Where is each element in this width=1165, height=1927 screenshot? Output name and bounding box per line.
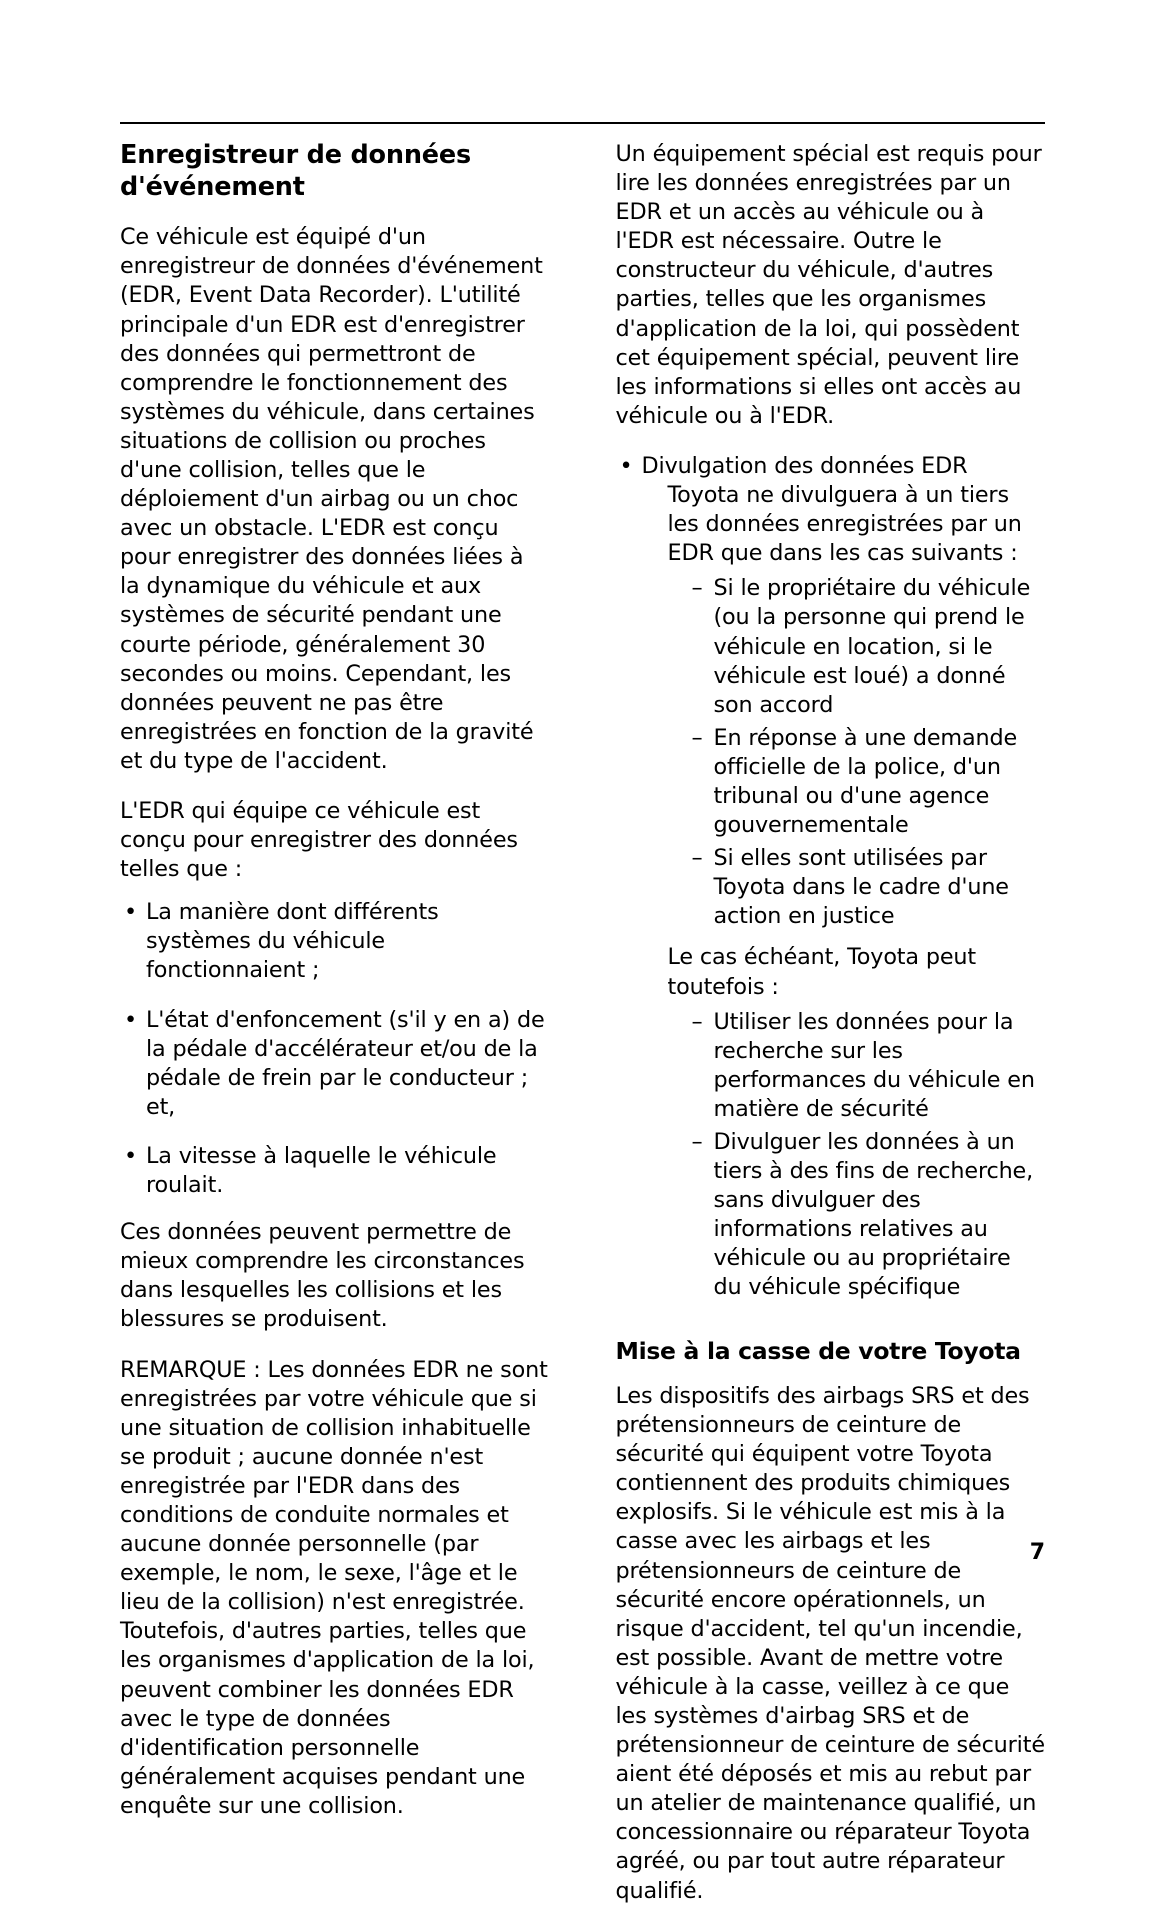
list-item-label: L'état d'enfoncement (s'il y en a) de la pédale d'accélérateur et/ou de la pédale de frein par le conducteur ; et, (146, 1006, 545, 1120)
bullet-icon: • (619, 452, 633, 479)
dash-icon: – (691, 575, 703, 602)
paragraph-edr-overview: Ce véhicule est équipé d'un enregistreur de données d'événement (EDR, Event Data Recorder). L'utilité principale d'un EDR est d'enregistrer des données qui permettront de comprendre le fonctionnement des systèmes du véhicule, dans certaines situations de collision ou proches d'une collision, telles que le déploiement d'un airbag ou un choc avec un obstacle. L'EDR est conçu pour enregistrer des données liées à la dynamique du véhicule et aux systèmes de sécurité pendant une courte période, généralement 30 secondes ou moins. Cependant, les données peuvent ne pas être enregistrées en fonction de la gravité et du type de l'accident. (120, 224, 543, 774)
dash-icon: – (691, 1008, 703, 1035)
page-title: Enregistreur de données d'événement (120, 140, 471, 202)
list-item (692, 1128, 1046, 1303)
list-item-label: Divulguer les données à un tiers à des fins de recherche, sans divulguer des informations relatives au véhicule ou au propriétaire du véhicule spécifique (713, 1129, 1034, 1301)
paragraph-data-usefulness: Ces données peuvent permettre de mieux comprendre les circonstances dans lesquelles les collisions et les blessures se produisent. (120, 1219, 525, 1333)
list-item (692, 574, 1046, 719)
edr-data-list (120, 898, 550, 1200)
page-number: 7 (1029, 1540, 1045, 1565)
header-rule (120, 122, 1045, 124)
paragraph-disclosure-intro-2: Le cas échéant, Toyota peut toutefois : (667, 944, 976, 1000)
bullet-icon: • (124, 1142, 138, 1169)
dash-icon: – (691, 845, 703, 872)
bullet-icon: • (124, 899, 138, 926)
section-title-scrapping: Mise à la casse de votre Toyota (615, 1336, 1021, 1365)
disclosure-list (616, 452, 1046, 1303)
list-item-label: Utiliser les données pour la recherche sur les performances du véhicule en matière de sécurité (713, 1008, 1035, 1122)
list-item (616, 452, 1046, 1303)
list-item (120, 1142, 550, 1200)
list-item (120, 898, 550, 985)
paragraph-special-equipment: Un équipement spécial est requis pour lire les données enregistrées par un EDR et un accès au véhicule ou à l'EDR est nécessaire. Outre le constructeur du véhicule, d'autres parties, telles que les organismes d'application de la loi, qui possèdent cet équipement spécial, peuvent lire les informations si elles ont accès au véhicule ou à l'EDR. (615, 141, 1042, 429)
list-item-label: La manière dont différents systèmes du véhicule fonctionnaient ; (146, 899, 439, 984)
disclosure-body (642, 481, 1046, 1303)
paragraph-disclosure-intro: Toyota ne divulguera à un tiers les données enregistrées par un EDR que dans les cas suivants : (667, 482, 1022, 567)
dash-icon: – (691, 724, 703, 751)
page-columns (120, 140, 1045, 1927)
list-item-label: En réponse à une demande officielle de la police, d'un tribunal ou d'une agence gouvernementale (713, 724, 1018, 839)
list-item-label: Si le propriétaire du véhicule (ou la personne qui prend le véhicule en location, si le véhicule est loué) a donné son accord (713, 575, 1031, 718)
list-item (692, 1008, 1046, 1124)
right-column (616, 140, 1046, 1927)
dash-icon: – (691, 1129, 703, 1155)
paragraph-remark: REMARQUE : Les données EDR ne sont enregistrées par votre véhicule que si une situation de collision inhabituelle se produit ; aucune donnée n'est enregistrée par l'EDR dans des conditions de conduite normales et aucune donnée personnelle (par exemple, le nom, le sexe, l'âge et le lieu de la collision) n'est enregistrée. Toutefois, d'autres parties, telles que les organismes d'application de la loi, peuvent combiner les données EDR avec le type de données d'identification personnelle généralement acquises pendant une enquête sur une collision. (120, 1356, 548, 1819)
bullet-icon: • (124, 1006, 138, 1033)
list-item (692, 724, 1046, 840)
paragraph-scrapping: Les dispositifs des airbags SRS et des prétensionneurs de ceinture de sécurité qui équipent votre Toyota contiennent des produits chimiques explosifs. Si le véhicule est mis à la casse avec les airbags et les prétensionneurs de ceinture de sécurité encore opérationnels, un risque d'accident, tel qu'un incendie, est possible. Avant de mettre votre véhicule à la casse, veillez à ce que les systèmes d'airbag SRS et de prétensionneur de ceinture de sécurité aient été déposés et mis au rebut par un atelier de maintenance qualifié, un concessionnaire ou réparateur Toyota agréé, ou par tout autre réparateur qualifié. (615, 1382, 1045, 1904)
left-column (120, 140, 550, 1927)
disclosure-exceptions-list (668, 1008, 1046, 1303)
list-item-label: Divulgation des données EDR (641, 452, 968, 479)
list-item (692, 844, 1046, 931)
list-item (120, 1006, 550, 1122)
list-item-label: La vitesse à laquelle le véhicule roulait. (146, 1142, 497, 1199)
list-item-label: Si elles sont utilisées par Toyota dans le cadre d'une action en justice (713, 845, 1009, 930)
paragraph-edr-records-intro: L'EDR qui équipe ce véhicule est conçu pour enregistrer des données telles que : (120, 798, 518, 883)
disclosure-cases-list (668, 574, 1046, 931)
